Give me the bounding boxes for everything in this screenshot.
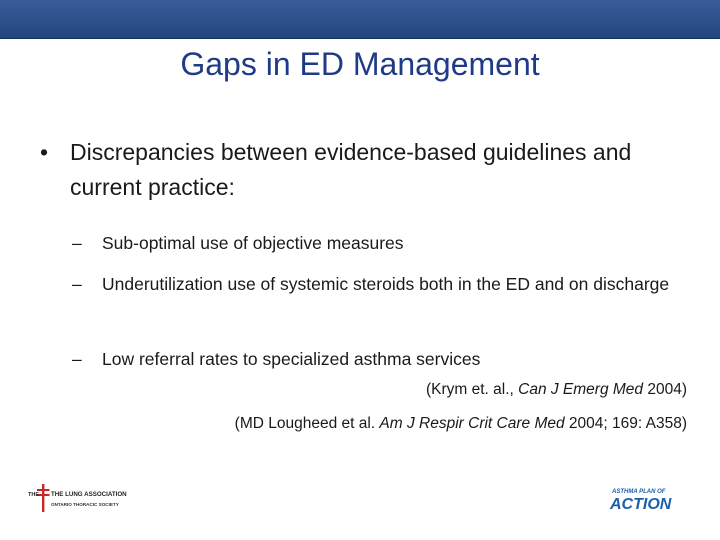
citation-krym bbox=[87, 380, 687, 400]
logo-line1-text: THE LUNG ASSOCIATION bbox=[51, 491, 127, 498]
logo-right-top-text: ASTHMA PLAN OF bbox=[612, 489, 666, 495]
sub-item bbox=[72, 342, 692, 376]
logo-right-main-text: ACTION bbox=[610, 496, 672, 513]
bullet-dot-icon: • bbox=[40, 139, 49, 165]
dash-icon: – bbox=[72, 274, 82, 294]
lung-association-logo bbox=[28, 482, 143, 516]
main-bullet bbox=[40, 135, 680, 205]
citation-prefix: (MD Lougheed et al. bbox=[234, 415, 380, 432]
logo-the-text: THE bbox=[28, 492, 39, 498]
slide-title: Gaps in ED Management bbox=[180, 46, 540, 82]
citation-journal: Can J Emerg Med bbox=[518, 381, 644, 398]
citation-lougheed bbox=[87, 414, 687, 434]
dash-icon: – bbox=[72, 349, 82, 369]
logo-line2-text: ONTARIO THORACIC SOCIETY bbox=[51, 502, 119, 507]
sub-item-text: Low referral rates to specialized asthma services bbox=[102, 349, 481, 369]
citation-journal: Am J Respir Crit Care Med bbox=[379, 415, 565, 432]
sub-item bbox=[72, 267, 692, 301]
sub-item bbox=[72, 226, 692, 260]
dash-icon: – bbox=[72, 233, 82, 253]
double-cross-icon bbox=[42, 484, 44, 512]
main-bullet-text: Discrepancies between evidence-based guidelines and current practice: bbox=[70, 139, 632, 200]
asthma-plan-of-action-logo bbox=[608, 484, 688, 514]
sub-item-text: Sub-optimal use of objective measures bbox=[102, 233, 404, 253]
sub-item-text: Underutilization use of systemic steroids both in the ED and on discharge bbox=[102, 274, 670, 294]
citation-suffix: 2004; 169: A358) bbox=[564, 415, 687, 432]
header-band bbox=[0, 0, 720, 39]
citation-suffix: 2004) bbox=[643, 381, 687, 398]
citation-prefix: (Krym et. al., bbox=[425, 381, 519, 398]
